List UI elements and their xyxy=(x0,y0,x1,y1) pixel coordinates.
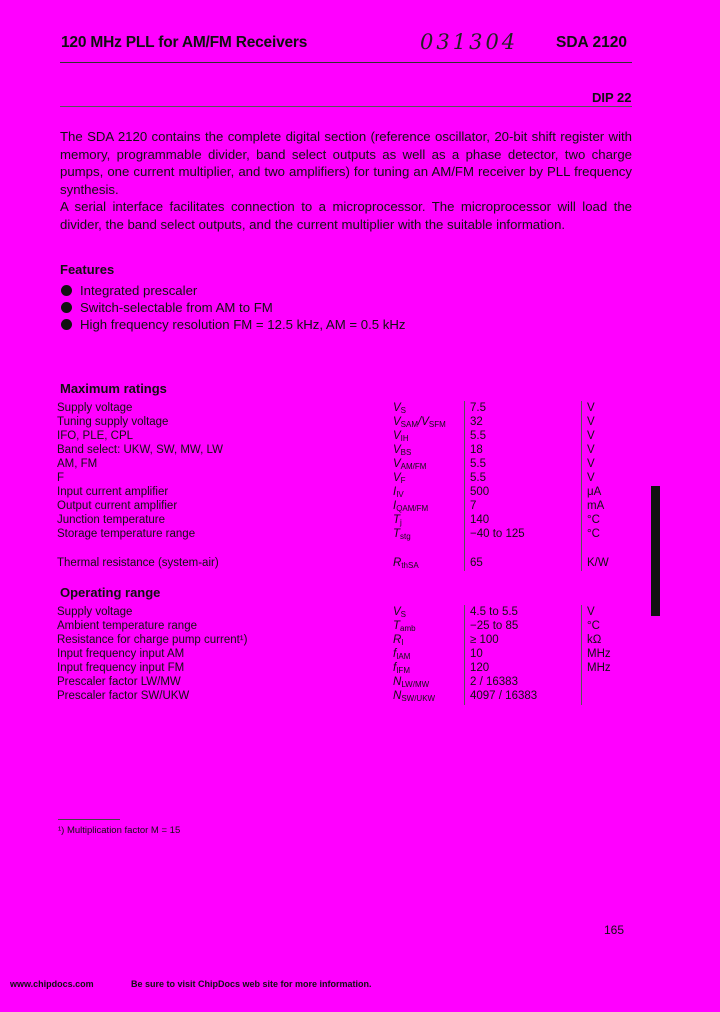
description-paragraph-2: A serial interface facilitates connection to a microprocessor. The microprocessor will load the divider, the band select outputs, and the current multiplier with the suitable information. xyxy=(60,199,632,232)
parameter-name: Storage temperature range xyxy=(57,528,196,540)
parameter-name: Input current amplifier xyxy=(57,486,169,498)
parameter-unit: °C xyxy=(587,528,600,540)
symbol-letter: I xyxy=(393,500,397,512)
parameter-unit: MHz xyxy=(587,648,611,660)
features-list xyxy=(60,282,405,333)
max-ratings-heading: Maximum ratings xyxy=(60,381,167,396)
column-divider xyxy=(464,605,465,705)
symbol-subscript: IV xyxy=(396,490,404,499)
symbol-letter: V xyxy=(393,472,401,484)
symbol-subscript: LW/MW xyxy=(401,680,430,689)
symbol-letter: N xyxy=(393,676,402,688)
symbol-subscript: SAM xyxy=(400,420,419,429)
parameter-value: 65 xyxy=(470,557,483,569)
page-title: 120 MHz PLL for AM/FM Receivers xyxy=(61,34,308,51)
description-paragraph-1: The SDA 2120 contains the complete digital section (reference oscillator, 20-bit shift register with memory, programmable divider, band select outputs as well as a phase detector, two charge pumps, one current multiplier, and two amplifiers) for tuning an AM/FM receiver by PLL frequency synthesis. xyxy=(60,129,632,197)
feature-text: High frequency resolution FM = 12.5 kHz, AM = 0.5 kHz xyxy=(80,317,406,332)
parameter-value: 18 xyxy=(470,444,483,456)
symbol-letter: I xyxy=(393,486,397,498)
parameter-unit: MHz xyxy=(587,662,611,674)
parameter-unit: °C xyxy=(587,620,600,632)
column-divider xyxy=(464,401,465,571)
symbol-letter: R xyxy=(393,557,402,569)
parameter-name: Supply voltage xyxy=(57,606,133,618)
parameter-name: IFO, PLE, CPL xyxy=(57,430,134,442)
parameter-value: 7 xyxy=(470,500,477,512)
symbol-letter: T xyxy=(393,528,401,540)
parameter-value: 32 xyxy=(470,416,483,428)
parameter-name: Input frequency input AM xyxy=(57,648,185,660)
feature-item xyxy=(60,299,405,316)
parameter-unit: °C xyxy=(587,514,600,526)
parameter-unit: V xyxy=(587,472,595,484)
parameter-value: 500 xyxy=(470,486,490,498)
parameter-name: AM, FM xyxy=(57,458,98,470)
package-label: DIP 22 xyxy=(592,90,632,105)
symbol-subscript: stg xyxy=(400,532,411,541)
parameter-name: Band select: UKW, SW, MW, LW xyxy=(57,444,223,456)
parameter-name: Resistance for charge pump current¹) xyxy=(57,634,248,646)
symbol-subscript: AM/FM xyxy=(400,462,427,471)
symbol-subscript: BS xyxy=(400,448,412,457)
symbol-letter: V xyxy=(393,402,401,414)
symbol-subscript: IH xyxy=(400,434,409,443)
parameter-value: −25 to 85 xyxy=(470,620,519,632)
page-edge-marker xyxy=(651,486,660,616)
feature-item xyxy=(60,282,405,299)
symbol-subscript: SFM xyxy=(428,420,446,429)
parameter-unit: V xyxy=(587,402,595,414)
parameter-unit: V xyxy=(587,416,595,428)
symbol-letter: f xyxy=(393,662,397,674)
parameter-name: F xyxy=(57,472,65,484)
parameter-value: 5.5 xyxy=(470,458,486,470)
symbol-letter: V xyxy=(393,444,401,456)
symbol-letter: T xyxy=(393,620,401,632)
symbol-letter: /V xyxy=(418,416,429,428)
parameter-name: Supply voltage xyxy=(57,402,133,414)
column-divider xyxy=(581,605,582,705)
parameter-name: Input frequency input FM xyxy=(57,662,185,674)
symbol-subscript: S xyxy=(400,406,407,415)
symbol-subscript: QAM/FM xyxy=(396,504,429,513)
parameter-value: 7.5 xyxy=(470,402,486,414)
parameter-symbol xyxy=(393,689,435,706)
symbol-letter: V xyxy=(393,458,401,470)
page-number: 165 xyxy=(604,923,625,937)
footnote-divider xyxy=(58,819,120,820)
footer-site: www.chipdocs.com xyxy=(10,979,94,989)
symbol-letter: N xyxy=(393,690,402,702)
parameter-name: Prescaler factor SW/UKW xyxy=(57,690,190,702)
parameter-unit: K/W xyxy=(587,557,609,569)
parameter-unit: kΩ xyxy=(587,634,602,646)
symbol-subscript: S xyxy=(400,610,407,619)
operating-range-heading: Operating range xyxy=(60,585,161,600)
parameter-symbol xyxy=(393,527,411,544)
symbol-letter: f xyxy=(393,648,397,660)
symbol-letter: V xyxy=(393,606,401,618)
feature-item xyxy=(60,316,405,333)
parameter-value: 10 xyxy=(470,648,483,660)
feature-text: Integrated prescaler xyxy=(80,283,198,298)
parameter-value: 120 xyxy=(470,662,490,674)
footer-notice: Be sure to visit ChipDocs web site for more information. xyxy=(131,979,372,989)
parameter-name: Prescaler factor LW/MW xyxy=(57,676,181,688)
package-divider xyxy=(60,106,632,107)
parameter-unit: V xyxy=(587,458,595,470)
parameter-name: Tuning supply voltage xyxy=(57,416,169,428)
symbol-subscript: amb xyxy=(400,624,416,633)
features-heading: Features xyxy=(60,262,115,277)
parameter-name: Junction temperature xyxy=(57,514,166,526)
parameter-name: Output current amplifier xyxy=(57,500,178,512)
symbol-subscript: F xyxy=(400,476,406,485)
parameter-value: 140 xyxy=(470,514,490,526)
symbol-letter: T xyxy=(393,514,401,526)
symbol-letter: R xyxy=(393,634,402,646)
header-divider xyxy=(60,62,632,63)
column-divider xyxy=(581,401,582,571)
parameter-value: ≥ 100 xyxy=(470,634,499,646)
parameter-symbol xyxy=(393,556,419,573)
symbol-letter: V xyxy=(393,416,401,428)
handwritten-code: 031304 xyxy=(420,30,519,54)
parameter-value: −40 to 125 xyxy=(470,528,525,540)
feature-text: Switch-selectable from AM to FM xyxy=(80,300,273,315)
symbol-letter: V xyxy=(393,430,401,442)
parameter-unit: V xyxy=(587,430,595,442)
parameter-name: Thermal resistance (system-air) xyxy=(57,557,219,569)
symbol-subscript: j xyxy=(400,518,402,527)
part-number: SDA 2120 xyxy=(556,34,627,51)
parameter-value: 4097 / 16383 xyxy=(470,690,538,702)
symbol-subscript: SW/UKW xyxy=(401,694,436,703)
parameter-unit: mA xyxy=(587,500,605,512)
parameter-unit: V xyxy=(587,606,595,618)
symbol-subscript: IFM xyxy=(396,666,410,675)
footnote: ¹) Multiplication factor M = 15 xyxy=(58,825,181,836)
parameter-unit: μA xyxy=(587,486,602,498)
symbol-subscript: thSA xyxy=(401,561,419,570)
parameter-value: 4.5 to 5.5 xyxy=(470,606,518,618)
bullet-icon xyxy=(61,319,72,330)
parameter-unit: V xyxy=(587,444,595,456)
parameter-value: 5.5 xyxy=(470,472,486,484)
bullet-icon xyxy=(61,285,72,296)
parameter-name: Ambient temperature range xyxy=(57,620,197,632)
parameter-value: 2 / 16383 xyxy=(470,676,518,688)
parameter-value: 5.5 xyxy=(470,430,486,442)
bullet-icon xyxy=(61,302,72,313)
symbol-subscript: IAM xyxy=(396,652,411,661)
symbol-subscript: I xyxy=(401,638,404,647)
